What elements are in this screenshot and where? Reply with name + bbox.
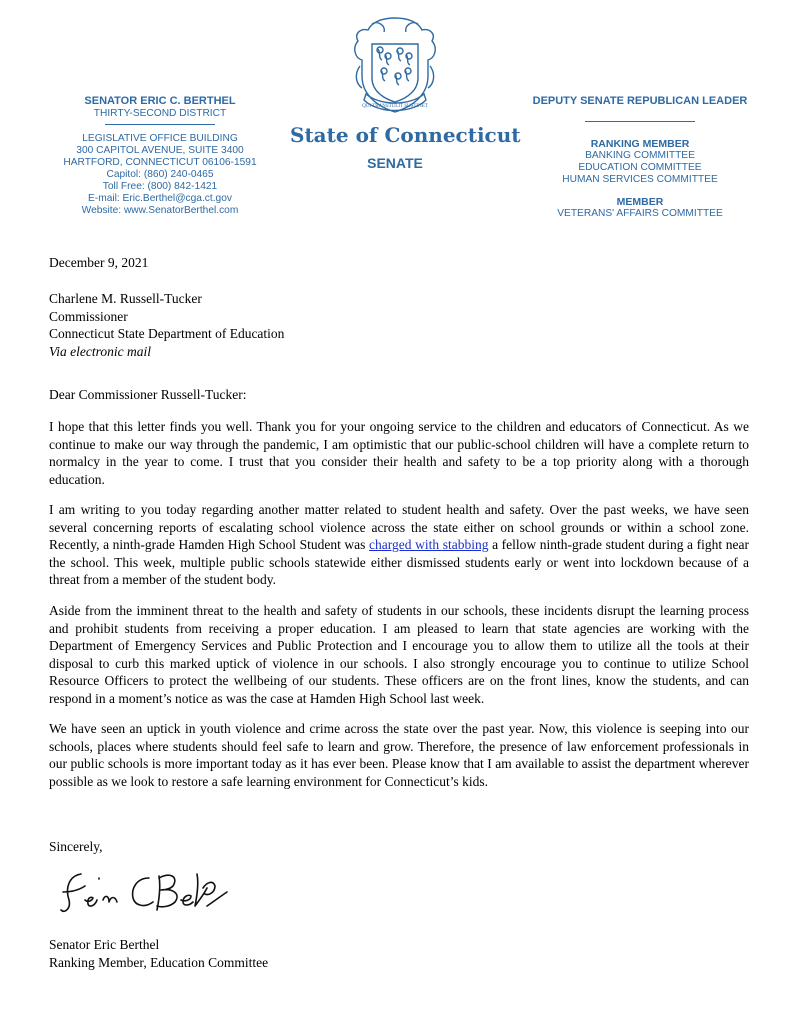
office-street: 300 CAPITOL AVENUE, SUITE 3400 [76,145,244,156]
capitol-phone: Capitol: (860) 240-0465 [106,169,214,180]
paragraph-2 [49,501,749,589]
senator-name: SENATOR ERIC C. BERTHEL [84,95,236,107]
salutation: Dear Commissioner Russell-Tucker: [49,387,247,402]
committee-human-services: HUMAN SERVICES COMMITTEE [562,174,718,185]
office-address [55,133,265,217]
left-divider [105,124,215,125]
state-seal-icon [342,14,448,124]
senator-district: THIRTY-SECOND DISTRICT [93,108,227,119]
seal-ribbon-text: QUI TRANSTULIT SUSTINET [362,104,428,109]
signer-name: Senator Eric Berthel [49,937,160,952]
office-building: LEGISLATIVE OFFICE BUILDING [82,133,238,144]
letterhead-left [55,95,265,120]
paragraph-1: I hope that this letter finds you well. Thank you for your ongoing service to the children and educators of Connecticut. As we continue to make our way through the pandemic, I am optimistic that our public-school children will have a complete return to normalcy in the year to come. I trust that you consider their health and safety to be a top priority along with a thorough education. [49,419,749,487]
signer-title: Ranking Member, Education Committee [49,954,269,970]
closing: Sincerely, [49,839,103,854]
paragraph-2-text-before: I am writing to you today regarding another matter related to student health and safety. Over the past weeks, we have seen several concerning reports of escalating school violence across the state either on school grounds or within a school zone. Recently, a ninth-grade Hamden High School Student was [49,502,749,553]
letter-date: December 9, 2021 [49,255,149,270]
senate-title: SENATE [367,155,423,171]
letterhead-center [290,122,521,172]
stabbing-article-link[interactable]: charged with stabbing [369,537,489,553]
letterhead-right [520,95,760,108]
website[interactable]: Website: www.SenatorBerthel.com [81,205,239,216]
paragraph-4: We have seen an uptick in youth violence and crime across the state over the past year. Now, this violence is seeping into our schools, places where students should feel safe to learn and grow. Therefore, the presence of law enforcement professionals in our public schools is more important today as it has ever been. Please know that I am available to assist the department wherever possible as we look to restore a safe learning environment for Connecticut’s kids. [49,721,749,789]
signature-image [55,866,230,926]
leader-title: DEPUTY SENATE REPUBLICAN LEADER [532,95,748,107]
tollfree-phone: Toll Free: (800) 842-1421 [102,181,218,192]
recipient-title: Commissioner [49,308,128,324]
paragraph-2-text-after: a fellow ninth-grade student during a fight near the school. This week, multiple public schools statewide either dismissed students early or went into lockdown because of a threat from a member of the student body. [49,537,749,588]
delivery-method: Via electronic mail [49,343,151,359]
recipient-org: Connecticut State Department of Education [49,326,285,342]
committee-list [520,138,760,220]
signer-block [49,936,268,971]
office-city: HARTFORD, CONNECTICUT 06106-1591 [63,157,257,168]
right-divider [585,121,695,122]
recipient-name: Charlene M. Russell-Tucker [49,291,202,306]
recipient-block [49,290,284,360]
committee-banking: BANKING COMMITTEE [585,150,695,161]
committee-veterans: VETERANS' AFFAIRS COMMITTEE [557,208,723,219]
committee-education: EDUCATION COMMITTEE [578,162,702,173]
state-title: State of Connecticut [290,123,521,147]
member-heading: MEMBER [616,196,664,208]
paragraph-3: Aside from the imminent threat to the health and safety of students in our schools, these incidents disrupt the learning process and prohibit students from receiving a proper education. I am pleased to learn that state agencies are working with the Department of Emergency Services and Public Protection and I encourage you to allow them to utilize all the tools at their disposal to curb this marked uptick of violence in our schools. I also strongly encourage you to continue to utilize School Resource Officers to protect the wellbeing of our students. These officers are on the front lines, know the students, and can respond in a moment’s notice as was the case at Hamden High School last week. [49,603,749,706]
email-address[interactable]: E-mail: Eric.Berthel@cga.ct.gov [88,193,232,204]
ranking-member-heading: RANKING MEMBER [590,138,690,150]
